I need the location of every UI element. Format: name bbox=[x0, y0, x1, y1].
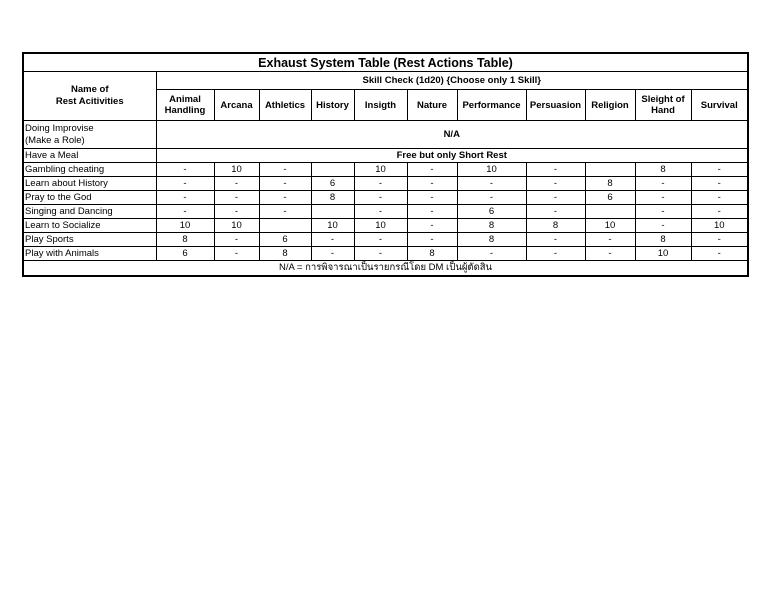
dc-value-cell: - bbox=[214, 191, 259, 205]
dc-value-cell: 6 bbox=[156, 247, 214, 261]
dc-value-cell: - bbox=[156, 163, 214, 177]
skill-header-line1: Religion bbox=[591, 99, 629, 111]
dc-value-cell: - bbox=[691, 205, 748, 219]
dc-value-cell: - bbox=[354, 191, 407, 205]
activity-name: Play Sports bbox=[23, 233, 156, 247]
skill-header-line1: Athletics bbox=[264, 99, 306, 111]
table-row bbox=[23, 163, 748, 177]
skill-header-line1: Survival bbox=[700, 99, 738, 111]
activity-name: Pray to the God bbox=[23, 191, 156, 205]
dc-value-cell: - bbox=[526, 177, 585, 191]
dc-value-cell: 10 bbox=[156, 219, 214, 233]
activity-name bbox=[23, 149, 156, 163]
span-value-cell: N/A bbox=[156, 121, 748, 149]
skill-header-religion bbox=[585, 90, 635, 121]
dc-value-cell: - bbox=[156, 177, 214, 191]
dc-value-cell: - bbox=[407, 233, 457, 247]
dc-value-cell: 8 bbox=[635, 233, 691, 247]
table-row bbox=[23, 233, 748, 247]
dc-value-cell: 8 bbox=[457, 219, 526, 233]
activity-name: Learn about History bbox=[23, 177, 156, 191]
skill-header-line1: Sleight of bbox=[641, 94, 685, 105]
dc-value-cell: - bbox=[691, 177, 748, 191]
dc-value-cell: - bbox=[214, 205, 259, 219]
dc-value-cell: - bbox=[354, 177, 407, 191]
skill-check-header: Skill Check (1d20) {Choose only 1 Skill} bbox=[156, 72, 748, 90]
dc-value-cell: 6 bbox=[259, 233, 311, 247]
skill-header-history bbox=[311, 90, 354, 121]
dc-value-cell: 6 bbox=[457, 205, 526, 219]
skill-header-line2: Hand bbox=[651, 105, 675, 116]
dc-value-cell: - bbox=[156, 205, 214, 219]
dc-value-cell bbox=[311, 163, 354, 177]
dc-value-cell: - bbox=[259, 163, 311, 177]
dc-value-cell: - bbox=[407, 177, 457, 191]
table-title: Exhaust System Table (Rest Actions Table) bbox=[23, 53, 748, 72]
name-column-header bbox=[23, 72, 156, 121]
activity-name: Play with Animals bbox=[23, 247, 156, 261]
dc-value-cell bbox=[585, 205, 635, 219]
dc-value-cell: 10 bbox=[457, 163, 526, 177]
dc-value-cell: - bbox=[691, 233, 748, 247]
dc-value-cell: - bbox=[691, 247, 748, 261]
dc-value-cell: - bbox=[457, 247, 526, 261]
dc-value-cell: - bbox=[635, 219, 691, 233]
skill-header-line1: Nature bbox=[416, 99, 448, 111]
activity-name: Learn to Socialize bbox=[23, 219, 156, 233]
dc-value-cell bbox=[311, 205, 354, 219]
dc-value-cell: - bbox=[407, 205, 457, 219]
activity-name: Gambling cheating bbox=[23, 163, 156, 177]
dc-value-cell: 10 bbox=[635, 247, 691, 261]
dc-value-cell: 8 bbox=[156, 233, 214, 247]
dc-value-cell: 6 bbox=[585, 191, 635, 205]
footnote: N/A = การพิจารณาเป็นรายกรณีโดย DM เป็นผู้ตัดสิน bbox=[23, 261, 748, 277]
dc-value-cell: - bbox=[259, 177, 311, 191]
dc-value-cell: - bbox=[259, 191, 311, 205]
dc-value-cell: 8 bbox=[407, 247, 457, 261]
dc-value-cell: - bbox=[214, 247, 259, 261]
dc-value-cell: - bbox=[407, 219, 457, 233]
dc-value-cell: 10 bbox=[354, 219, 407, 233]
rest-actions-sheet bbox=[22, 52, 747, 277]
activity-name bbox=[23, 121, 156, 149]
dc-value-cell: - bbox=[311, 247, 354, 261]
dc-value-cell: 10 bbox=[311, 219, 354, 233]
dc-value-cell: - bbox=[635, 205, 691, 219]
table-row bbox=[23, 121, 748, 149]
dc-value-cell: - bbox=[635, 177, 691, 191]
name-header-line2: Rest Acitivities bbox=[55, 96, 124, 107]
dc-value-cell: - bbox=[526, 163, 585, 177]
skill-header-line1: History bbox=[316, 99, 349, 111]
skill-header-performance bbox=[457, 90, 526, 121]
table-row bbox=[23, 219, 748, 233]
skill-header-animal bbox=[156, 90, 214, 121]
dc-value-cell: 8 bbox=[635, 163, 691, 177]
skill-header-nature bbox=[407, 90, 457, 121]
table-row bbox=[23, 205, 748, 219]
dc-value-cell: - bbox=[407, 191, 457, 205]
span-value-cell: Free but only Short Rest bbox=[156, 149, 748, 163]
dc-value-cell: - bbox=[526, 247, 585, 261]
skill-header-line1: Arcana bbox=[220, 99, 253, 111]
footnote-row bbox=[23, 261, 748, 277]
dc-value-cell bbox=[585, 163, 635, 177]
skill-header-line1: Animal bbox=[169, 94, 201, 105]
dc-value-cell: 8 bbox=[259, 247, 311, 261]
dc-value-cell: - bbox=[457, 177, 526, 191]
dc-value-cell: 8 bbox=[585, 177, 635, 191]
skill-header-sleight-of bbox=[635, 90, 691, 121]
dc-value-cell: 10 bbox=[354, 163, 407, 177]
table-row bbox=[23, 191, 748, 205]
skill-header-arcana bbox=[214, 90, 259, 121]
dc-value-cell: - bbox=[585, 233, 635, 247]
dc-value-cell bbox=[259, 219, 311, 233]
dc-value-cell: 10 bbox=[214, 163, 259, 177]
dc-value-cell: - bbox=[354, 205, 407, 219]
exhaust-system-table bbox=[22, 52, 749, 277]
dc-value-cell: - bbox=[259, 205, 311, 219]
name-header-line1: Name of bbox=[71, 84, 109, 95]
table-row bbox=[23, 247, 748, 261]
activity-name-line2: (Make a Role) bbox=[25, 134, 85, 146]
dc-value-cell: - bbox=[311, 233, 354, 247]
dc-value-cell: - bbox=[691, 163, 748, 177]
table-row bbox=[23, 177, 748, 191]
activity-name-line1: Have a Meal bbox=[25, 149, 79, 161]
skill-header-line1: Insigth bbox=[364, 99, 397, 111]
dc-value-cell: - bbox=[214, 233, 259, 247]
dc-value-cell: - bbox=[354, 247, 407, 261]
dc-value-cell: - bbox=[457, 191, 526, 205]
dc-value-cell: 6 bbox=[311, 177, 354, 191]
dc-value-cell: - bbox=[407, 163, 457, 177]
dc-value-cell: - bbox=[691, 191, 748, 205]
skill-header-athletics bbox=[259, 90, 311, 121]
skill-header-insigth bbox=[354, 90, 407, 121]
dc-value-cell: 8 bbox=[526, 219, 585, 233]
activity-name: Singing and Dancing bbox=[23, 205, 156, 219]
dc-value-cell: 8 bbox=[457, 233, 526, 247]
dc-value-cell: - bbox=[526, 191, 585, 205]
dc-value-cell: - bbox=[526, 205, 585, 219]
table-body bbox=[23, 121, 748, 277]
skill-header-persuasion bbox=[526, 90, 585, 121]
activity-name-line1: Doing Improvise bbox=[25, 122, 94, 134]
dc-value-cell: 10 bbox=[585, 219, 635, 233]
dc-value-cell: - bbox=[354, 233, 407, 247]
dc-value-cell: 8 bbox=[311, 191, 354, 205]
dc-value-cell: - bbox=[214, 177, 259, 191]
dc-value-cell: - bbox=[526, 233, 585, 247]
skill-header-line1: Persuasion bbox=[529, 99, 582, 111]
skill-header-line1: Performance bbox=[462, 99, 521, 111]
dc-value-cell: - bbox=[635, 191, 691, 205]
dc-value-cell: - bbox=[585, 247, 635, 261]
skill-header-survival bbox=[691, 90, 748, 121]
dc-value-cell: - bbox=[156, 191, 214, 205]
skill-header-line2: Handling bbox=[164, 105, 206, 116]
dc-value-cell: 10 bbox=[214, 219, 259, 233]
table-row bbox=[23, 149, 748, 163]
dc-value-cell: 10 bbox=[691, 219, 748, 233]
